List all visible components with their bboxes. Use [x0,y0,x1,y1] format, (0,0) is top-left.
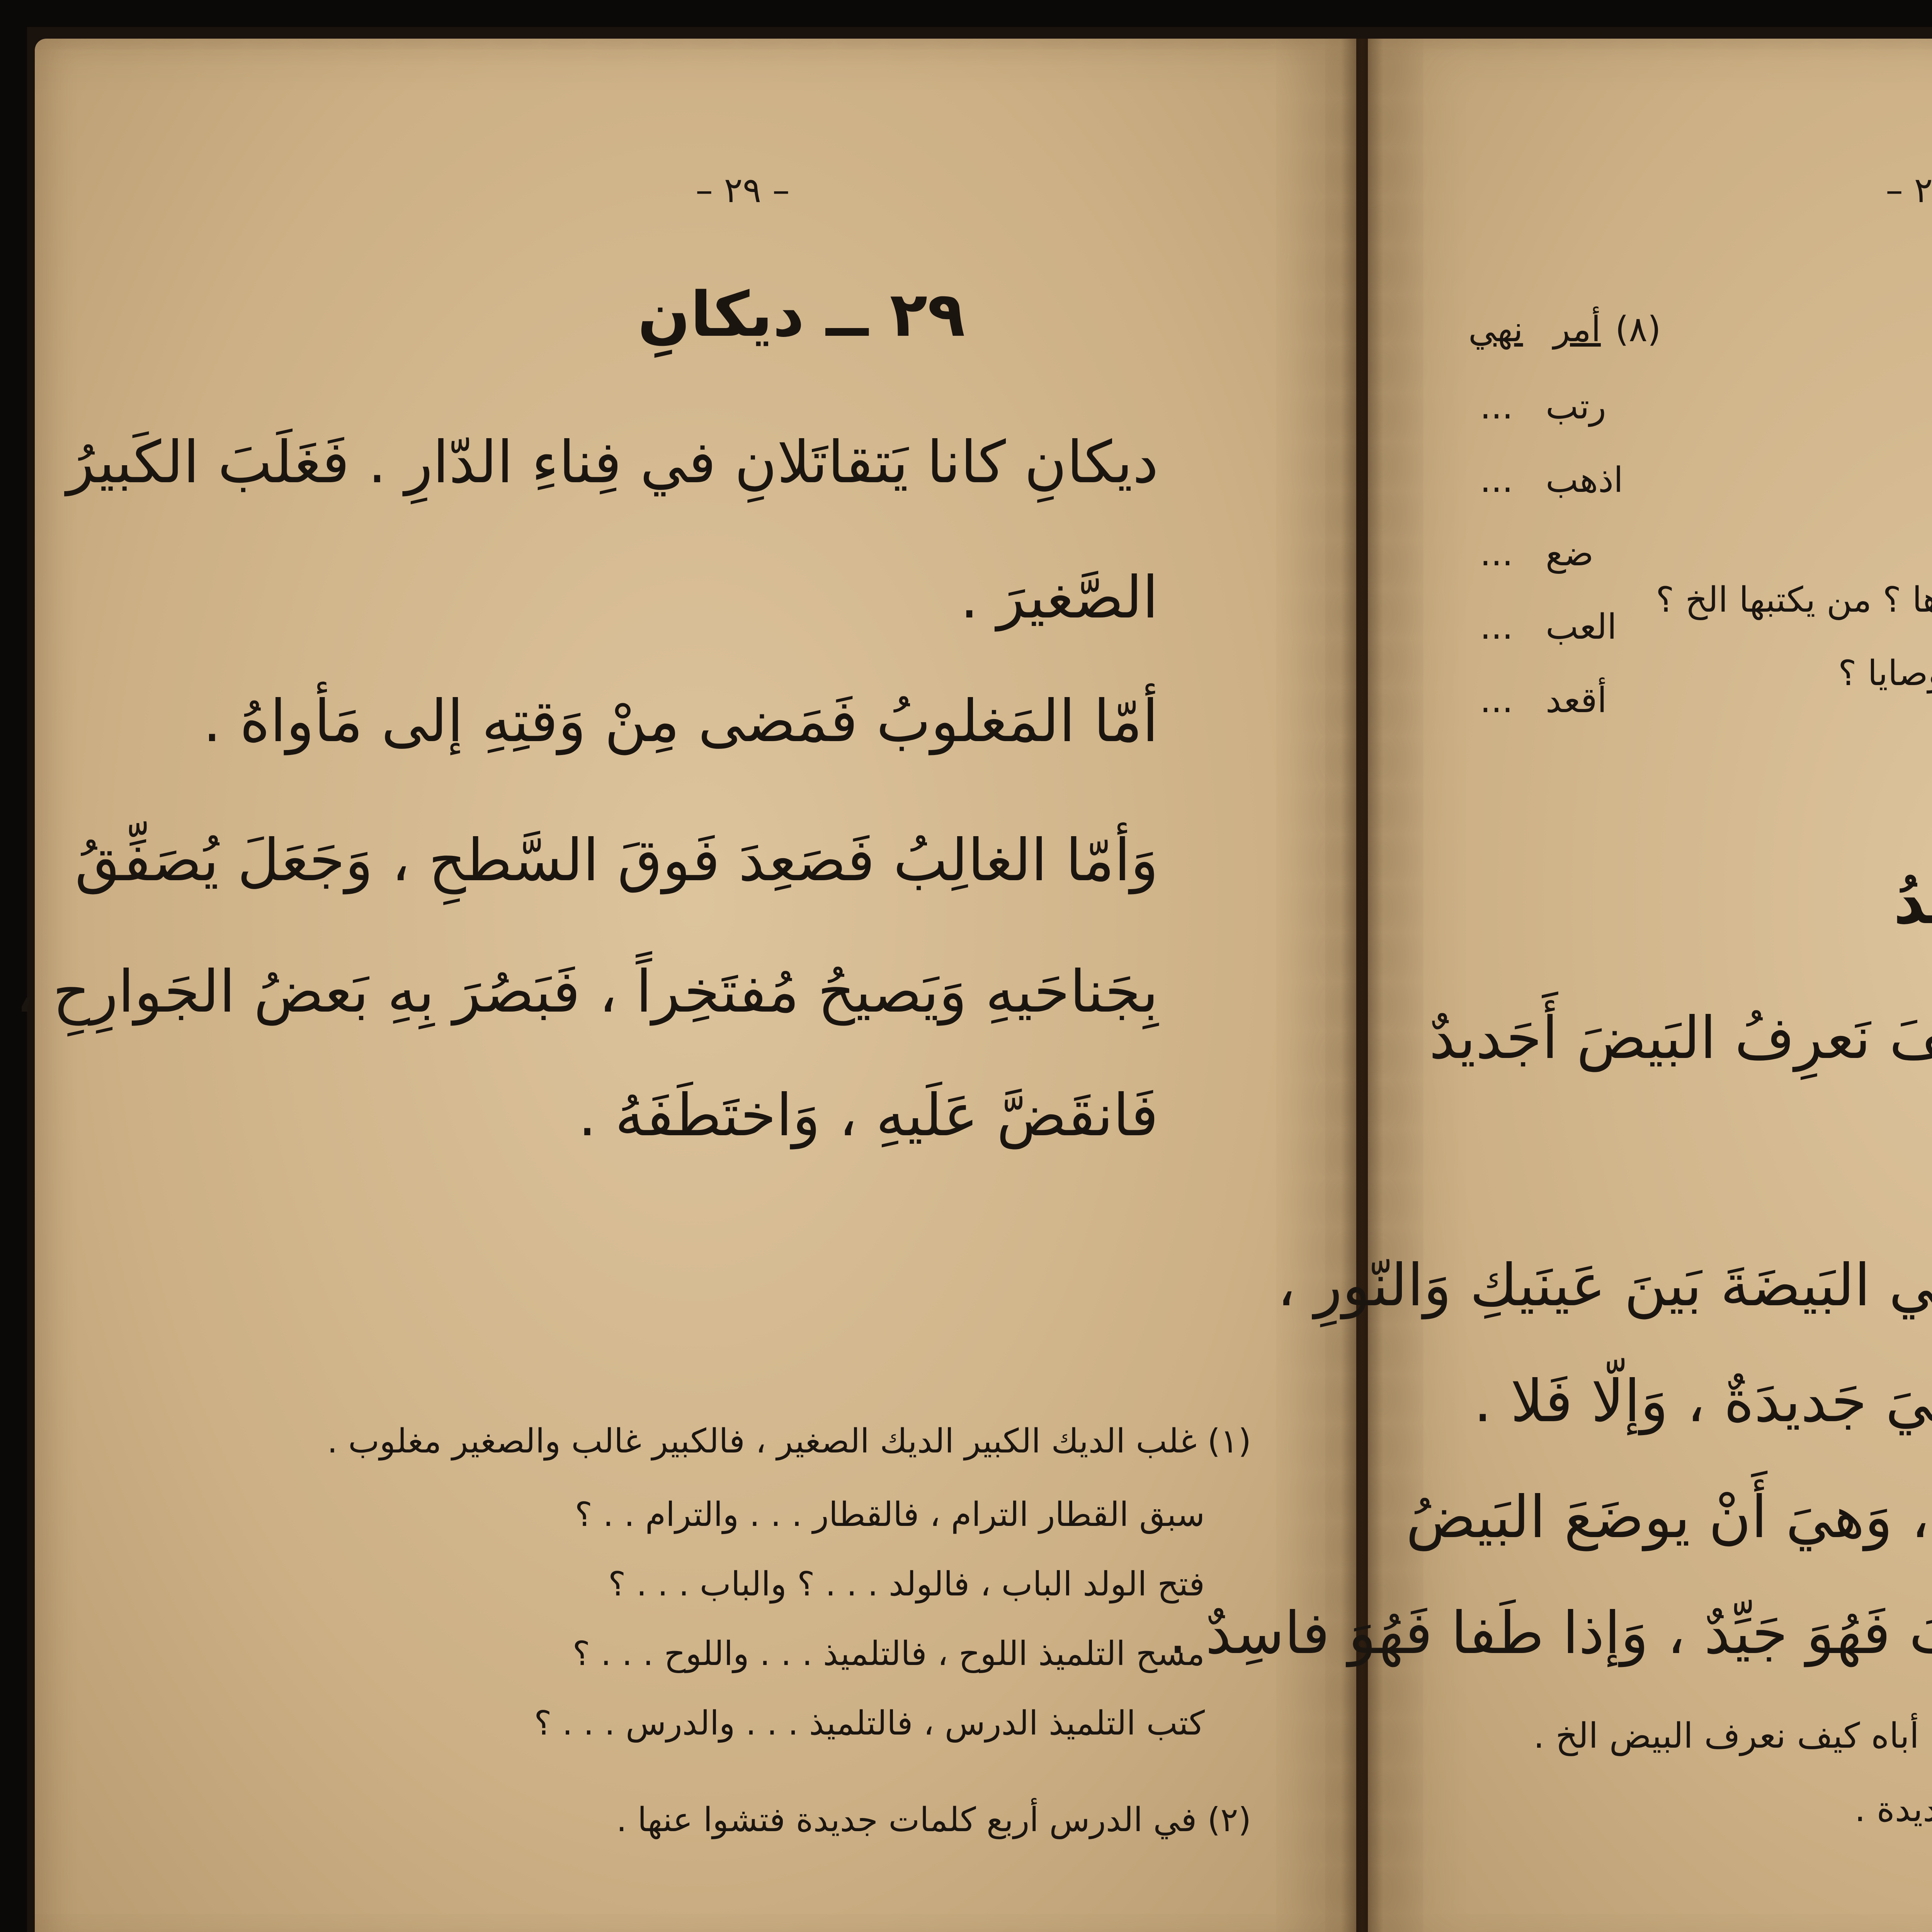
right-question-5: ا ؟ من يكتبها الخ ؟ [1656,580,1932,620]
table-row-5-nahy: ... [1480,680,1513,721]
table-row-3-amr: ضع [1546,533,1594,574]
table-row-2-amr: اذهب [1546,460,1623,500]
right-body-line-1: فَ نَعرِفُ البَيضَ أَجَديدٌ [1429,1005,1932,1072]
left-exercise-5: كتب التلميذ الدرس ، فالتلميذ . . . والدرس . . . ؟ [534,1704,1205,1743]
left-body-line-3: أمّا المَغلوبُ فَمَضى مِنْ وَقتِهِ إلى مَأواهُ . [203,688,1158,755]
table-row-1-amr: رتب [1546,386,1606,427]
left-exercise-6: (٢) في الدرس أربع كلمات جديدة فتشوا عنها . [616,1801,1251,1839]
right-body-line-6: فَهُوَ جَيِّدٌ ، وَإذا طَفا فَهُوَ فاسِدٌ . [1168,1600,1932,1667]
table-col-nahy: نهي [1468,309,1523,350]
left-exercise-2: سبق القطار الترام ، فالقطار . . . والترام . . ؟ [575,1495,1205,1534]
left-exercise-3: فتح الولد الباب ، فالولد . . . ؟ والباب . . . ؟ [608,1565,1205,1604]
table-row-4-nahy: ... [1480,607,1513,647]
right-lesson-title: دُ [1893,866,1932,938]
table-col-amr: أمر [1553,309,1601,350]
table-row-5-amr: أقعد [1546,680,1607,721]
left-exercise-4: مسح التلميذ اللوح ، فالتلميذ . . . واللوح . . . ؟ [573,1634,1205,1673]
right-body-line-4: يَ جَديدَةٌ ، وَإلّا فَلا . [1474,1368,1932,1435]
left-exercise-1: (١) غلب الديك الكبير الديك الصغير ، فالكبير غالب والصغير مغلوب . [327,1422,1251,1461]
table-row-1-nahy: ... [1480,386,1513,427]
table-row-3-nahy: ... [1480,533,1513,574]
right-body-line-5: ، وَهيَ أَنْ يوضَعَ البَيضُ [1406,1484,1932,1551]
table-row-2-nahy: ... [1480,460,1513,500]
left-body-line-4: وَأمّا الغالِبُ فَصَعِدَ فَوقَ السَّطحِ ، وَجَعَلَ يُصَفِّقُ [75,827,1158,894]
left-body-line-2: الصَّغيرَ . [960,564,1158,631]
right-exercise-2: أباه كيف نعرف البيض الخ . [1533,1716,1932,1756]
left-lesson-title: ٢٩ ــ ديكانِ [638,278,965,350]
right-body-line-3: ي البَيضَةَ بَينَ عَينَيكِ وَالنّورِ ، [1277,1252,1932,1319]
table-heading-number: (٨) [1615,309,1661,350]
left-body-line-1: ديكانِ كانا يَتقاتَلانِ في فِناءِ الدّارِ . فَغَلَبَ الكَبيرُ [66,429,1158,496]
left-body-line-6: فَانقَضَّ عَلَيهِ ، وَاختَطَفَهُ . [578,1082,1158,1149]
right-question-6: صايا ؟ [1838,653,1932,694]
left-body-line-5: بِجَناحَيهِ وَيَصيحُ مُفتَخِراً ، فَبَصُرَ بِهِ بَعضُ الجَوارِحِ ، [15,958,1158,1026]
left-page-number: – ٢٩ – [696,170,790,211]
right-page-number: – ٢ [1886,170,1932,211]
table-row-4-amr: العب [1546,607,1617,647]
right-exercise-3: يدة . [1854,1789,1932,1830]
